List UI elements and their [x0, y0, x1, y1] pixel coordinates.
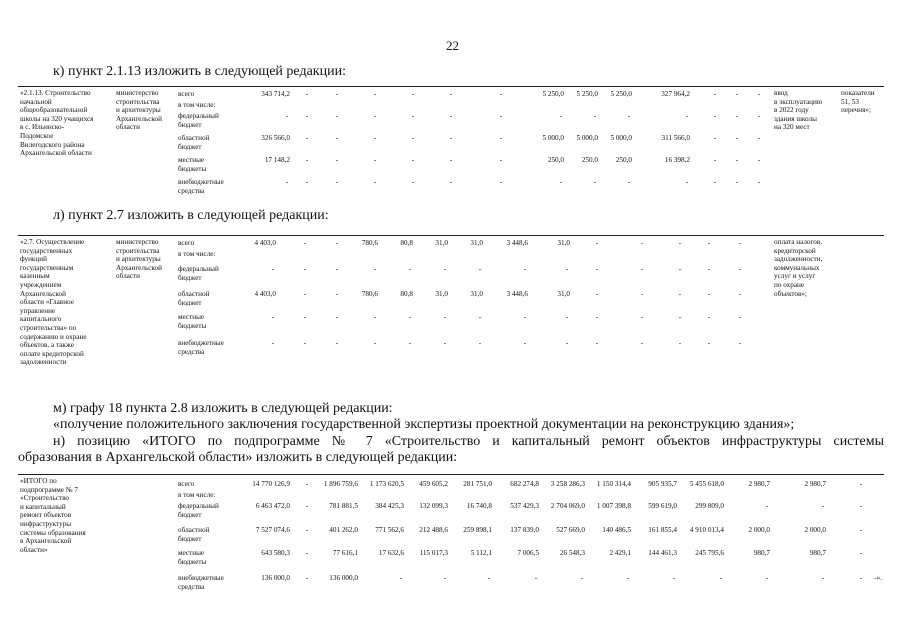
table3-value-cell: 2 980,7 — [804, 480, 826, 488]
table2-executor-cell: министерство строительства и архитектуры Архангельской области — [116, 238, 162, 281]
table1-value-cell: - — [627, 112, 631, 120]
table3-value-cell: - — [580, 574, 584, 582]
table3-value-cell: 26 548,3 — [559, 549, 585, 557]
table2-value-cell: - — [303, 265, 307, 273]
table3-value-cell: - — [765, 502, 769, 510]
table2-name-cell: «2.7. Осуществление государственных функций государственным казенным учреждением Архангельской области «Главное управление капитального строительства» по содержанию и охране объектов, а также оплате кредиторской задолженности — [20, 238, 87, 367]
table1-value-cell: - — [305, 134, 309, 142]
table3-value-cell: 1 173 620,5 — [369, 480, 404, 488]
table3-value-cell: 17 632,6 — [378, 549, 404, 557]
table2-value-cell: - — [707, 339, 711, 347]
table3-value-cell: 771 562,6 — [375, 526, 404, 534]
table2-value-cell: 31,0 — [557, 290, 570, 298]
table1-value-cell: - — [335, 90, 339, 98]
table2-value-cell: - — [565, 313, 569, 321]
table2-value-cell: - — [595, 239, 599, 247]
table3-value-cell: 144 461,3 — [648, 549, 677, 557]
table3-value-cell: - — [305, 526, 309, 534]
table1-value-cell: - — [499, 134, 503, 142]
table1-value-cell: - — [757, 156, 761, 164]
table1-value-cell: - — [499, 90, 503, 98]
table3-top-border — [18, 474, 884, 475]
table3-name-cell: «ИТОГО по подпрограмме № 7 «Строительство и капитальный ремонт объектов инфраструктуры системы образования в Архангельской области» — [20, 477, 86, 554]
table3-tail: -». — [874, 574, 882, 582]
table1-value-cell: 5 000,0 — [610, 134, 632, 142]
table1-value-cell: - — [449, 156, 453, 164]
table1-result-cell: ввод в эксплуатацию в 2022 году здания школы на 320 мест — [774, 89, 823, 132]
table2-value-cell: - — [408, 265, 412, 273]
table1-value-cell: - — [735, 112, 739, 120]
table2-value-cell: - — [443, 339, 447, 347]
table3-value-cell: 5 112,1 — [470, 549, 492, 557]
table2-value-cell: 3 448,6 — [506, 290, 528, 298]
table1-value-cell: - — [757, 90, 761, 98]
table3-value-cell: 259 898,1 — [463, 526, 492, 534]
table3-value-cell: - — [859, 549, 863, 557]
table3-value-cell: - — [305, 549, 309, 557]
table3-value-cell: 1 007 398,8 — [596, 502, 631, 510]
table2-value-cell: - — [478, 339, 482, 347]
table3-value-cell: 16 740,8 — [466, 502, 492, 510]
table2-value-cell: - — [303, 339, 307, 347]
section-m-quote: «получение положительного заключения государственной экспертизы проектной документации на реконструкцию здания»; — [53, 417, 795, 432]
table2-value-cell: - — [523, 313, 527, 321]
table1-value-cell: - — [735, 90, 739, 98]
table2-value-cell: 31,0 — [435, 239, 448, 247]
table3-value-cell: 384 425,3 — [375, 502, 404, 510]
table1-value-cell: - — [735, 134, 739, 142]
table1-value-cell: - — [593, 112, 597, 120]
table3-value-cell: - — [859, 574, 863, 582]
table1-value-cell: 5 250,0 — [542, 90, 564, 98]
table3-value-cell: 2 429,1 — [609, 549, 631, 557]
table1-frame — [18, 86, 884, 198]
table1-value-cell: - — [499, 178, 503, 186]
table1-value-cell: - — [735, 156, 739, 164]
table3-value-cell: 5 455 618,0 — [689, 480, 724, 488]
table2-row-label: в том числе: — [178, 250, 216, 258]
table3-value-cell: 980,7 — [809, 549, 826, 557]
table1-value-cell: - — [627, 178, 631, 186]
table3-value-cell: - — [672, 574, 676, 582]
table2-value-cell: - — [303, 290, 307, 298]
table3-value-cell: - — [765, 574, 769, 582]
table2-value-cell: - — [678, 290, 682, 298]
table2-value-cell: - — [738, 239, 742, 247]
table1-row-label: всего — [178, 90, 195, 98]
table2-value-cell: - — [738, 290, 742, 298]
table2-value-cell: - — [478, 265, 482, 273]
table2-value-cell: - — [707, 313, 711, 321]
table3-value-cell: 527 669,0 — [556, 526, 585, 534]
table1-value-cell: - — [411, 156, 415, 164]
table3-row-label: в том числе: — [178, 491, 216, 499]
table2-value-cell: 780,6 — [361, 290, 378, 298]
table3-value-cell: 781 881,5 — [329, 502, 358, 510]
table1-value-cell: - — [285, 112, 289, 120]
table3-value-cell: 599 619,0 — [648, 502, 677, 510]
table2-value-cell: 31,0 — [557, 239, 570, 247]
table2-value-cell: - — [271, 265, 275, 273]
table3-value-cell: 1 896 759,6 — [323, 480, 358, 488]
table1-value-cell: - — [559, 112, 563, 120]
table1-value-cell: - — [685, 112, 689, 120]
table2-value-cell: - — [523, 339, 527, 347]
table2-value-cell: - — [738, 265, 742, 273]
table1-value-cell: - — [559, 178, 563, 186]
table1-row-label: в том числе: — [178, 101, 216, 109]
table2-value-cell: - — [595, 265, 599, 273]
table3-value-cell: 137 839,0 — [510, 526, 539, 534]
table3-value-cell: - — [719, 574, 723, 582]
table2-value-cell: - — [678, 239, 682, 247]
table3-row-label: областной бюджет — [178, 526, 210, 543]
table3-value-cell: 980,7 — [753, 549, 770, 557]
table3-value-cell: - — [859, 480, 863, 488]
table3-value-cell: 2 000,0 — [748, 526, 770, 534]
table3-value-cell: 245 795,6 — [695, 549, 724, 557]
table1-value-cell: 250,0 — [615, 156, 632, 164]
table2-value-cell: - — [408, 339, 412, 347]
table1-value-cell: - — [411, 178, 415, 186]
table3-value-cell: - — [305, 574, 309, 582]
table3-value-cell: - — [534, 574, 538, 582]
table2-value-cell: - — [408, 313, 412, 321]
table1-value-cell: - — [305, 156, 309, 164]
table2-value-cell: - — [373, 265, 377, 273]
table2-value-cell: - — [595, 313, 599, 321]
table3-value-cell: 3 258 286,3 — [550, 480, 585, 488]
table2-frame — [18, 235, 884, 389]
table3-value-cell: - — [821, 574, 825, 582]
table1-value-cell: - — [335, 178, 339, 186]
table1-value-cell: - — [499, 156, 503, 164]
table3-value-cell: 537 429,3 — [510, 502, 539, 510]
table2-value-cell: - — [640, 265, 644, 273]
table3-value-cell: - — [821, 502, 825, 510]
table3-frame — [18, 474, 884, 594]
table1-value-cell: - — [757, 134, 761, 142]
section-k-heading: к) пункт 2.1.13 изложить в следующей редакции: — [53, 64, 346, 79]
table1-value-cell: - — [449, 178, 453, 186]
table1-value-cell: 327 964,2 — [661, 90, 690, 98]
table1-value-cell: - — [305, 90, 309, 98]
table1-value-cell: - — [713, 112, 717, 120]
table3-value-cell: 6 463 472,0 — [255, 502, 290, 510]
table1-row-label: местные бюджеты — [178, 156, 207, 173]
table2-value-cell: - — [271, 313, 275, 321]
table3-value-cell: 161 855,4 — [648, 526, 677, 534]
table2-row-label: всего — [178, 239, 195, 247]
table1-executor-cell: министерство строительства и архитектуры Архангельской области — [116, 89, 162, 132]
table3-value-cell: - — [399, 574, 403, 582]
table2-value-cell: - — [595, 290, 599, 298]
table3-value-cell: 459 605,2 — [419, 480, 448, 488]
table3-value-cell: 2 704 069,0 — [550, 502, 585, 510]
table2-value-cell: - — [443, 265, 447, 273]
table2-row-label: внебюджетные средства — [178, 339, 224, 356]
table2-value-cell: 80,8 — [400, 290, 413, 298]
table1-value-cell: 250,0 — [547, 156, 564, 164]
table2-value-cell: 4 403,0 — [254, 290, 276, 298]
table1-value-cell: - — [373, 112, 377, 120]
table3-value-cell: 299 809,0 — [695, 502, 724, 510]
section-l-heading: л) пункт 2.7 изложить в следующей редакции: — [53, 208, 329, 223]
table1-value-cell: - — [449, 134, 453, 142]
table3-value-cell: 401 262,0 — [329, 526, 358, 534]
table2-value-cell: 31,0 — [470, 239, 483, 247]
table1-value-cell: - — [685, 178, 689, 186]
table2-value-cell: - — [565, 265, 569, 273]
table1-links-cell: показатели 51, 53 перечня»; — [841, 89, 875, 115]
table2-value-cell: - — [271, 339, 275, 347]
table1-value-cell: - — [335, 134, 339, 142]
table2-value-cell: 4 403,0 — [254, 239, 276, 247]
table1-value-cell: - — [335, 112, 339, 120]
table3-value-cell: 77 616,1 — [332, 549, 358, 557]
table1-value-cell: - — [593, 178, 597, 186]
table1-value-cell: - — [735, 178, 739, 186]
table1-value-cell: - — [305, 112, 309, 120]
table1-row-label: областной бюджет — [178, 134, 210, 151]
table3-value-cell: - — [859, 502, 863, 510]
table2-value-cell: - — [640, 339, 644, 347]
table3-value-cell: 7 006,5 — [517, 549, 539, 557]
table1-top-border — [18, 86, 884, 87]
table3-value-cell: - — [859, 526, 863, 534]
section-m-heading: м) графу 18 пункта 2.8 изложить в следующей редакции: — [53, 401, 393, 416]
table3-value-cell: - — [626, 574, 630, 582]
table2-value-cell: - — [678, 265, 682, 273]
table3-value-cell: - — [305, 502, 309, 510]
table3-value-cell: 281 751,0 — [463, 480, 492, 488]
table2-value-cell: 31,0 — [470, 290, 483, 298]
table1-value-cell: 17 148,2 — [264, 156, 290, 164]
table3-value-cell: - — [305, 480, 309, 488]
table1-value-cell: - — [373, 134, 377, 142]
table3-row-label: внебюджетные средства — [178, 574, 224, 591]
table1-value-cell: 326 566,0 — [261, 134, 290, 142]
table2-value-cell: - — [707, 265, 711, 273]
table2-value-cell: 31,0 — [435, 290, 448, 298]
table2-value-cell: - — [335, 239, 339, 247]
table2-value-cell: - — [335, 290, 339, 298]
table1-value-cell: 5 250,0 — [576, 90, 598, 98]
table2-value-cell: - — [303, 313, 307, 321]
table3-value-cell: 682 274,8 — [510, 480, 539, 488]
table2-value-cell: - — [303, 239, 307, 247]
table1-row-label: федеральный бюджет — [178, 112, 219, 129]
table2-row-label: областной бюджет — [178, 290, 210, 307]
page-number: 22 — [446, 38, 459, 53]
table3-value-cell: 2 980,7 — [748, 480, 770, 488]
table2-value-cell: 3 448,6 — [506, 239, 528, 247]
table2-value-cell: - — [523, 265, 527, 273]
table1-value-cell: 5 000,0 — [576, 134, 598, 142]
table1-value-cell: - — [757, 112, 761, 120]
table1-value-cell: 5 000,0 — [542, 134, 564, 142]
table2-value-cell: - — [373, 313, 377, 321]
table1-row-label: внебюджетные средства — [178, 178, 224, 195]
table3-value-cell: 132 099,3 — [419, 502, 448, 510]
table2-value-cell: - — [640, 239, 644, 247]
table3-value-cell: 136 000,0 — [329, 574, 358, 582]
table1-value-cell: - — [757, 178, 761, 186]
table1-value-cell: - — [373, 178, 377, 186]
table2-value-cell: - — [595, 339, 599, 347]
table2-value-cell: - — [443, 313, 447, 321]
table3-value-cell: 4 910 013,4 — [689, 526, 724, 534]
table3-value-cell: - — [487, 574, 491, 582]
table3-value-cell: 140 486,5 — [602, 526, 631, 534]
table1-value-cell: 16 398,2 — [664, 156, 690, 164]
table1-value-cell: - — [305, 178, 309, 186]
table1-value-cell: 250,0 — [581, 156, 598, 164]
table3-value-cell: 136 000,0 — [261, 574, 290, 582]
table2-value-cell: - — [478, 313, 482, 321]
table1-value-cell: - — [285, 178, 289, 186]
table2-value-cell: - — [335, 265, 339, 273]
section-n-line1: н) позицию «ИТОГО по подпрограмме № 7 «Строительство и капитальный ремонт объектов инфраструктуры системы — [53, 434, 884, 449]
table2-row-label: местные бюджеты — [178, 313, 207, 330]
table1-value-cell: - — [713, 90, 717, 98]
table2-row-label: федеральный бюджет — [178, 265, 219, 282]
table3-value-cell: 905 935,7 — [648, 480, 677, 488]
table2-value-cell: - — [707, 239, 711, 247]
table2-value-cell: - — [738, 339, 742, 347]
table3-value-cell: 2 000,0 — [804, 526, 826, 534]
table1-value-cell: - — [499, 112, 503, 120]
table3-value-cell: 643 580,3 — [261, 549, 290, 557]
table1-value-cell: - — [335, 156, 339, 164]
table2-value-cell: 780,6 — [361, 239, 378, 247]
table2-value-cell: - — [640, 290, 644, 298]
table1-value-cell: - — [713, 134, 717, 142]
table2-value-cell: - — [565, 339, 569, 347]
table2-value-cell: - — [678, 313, 682, 321]
table3-row-label: федеральный бюджет — [178, 502, 219, 519]
table2-value-cell: - — [335, 313, 339, 321]
table1-value-cell: - — [411, 90, 415, 98]
table1-value-cell: - — [373, 90, 377, 98]
table1-value-cell: - — [449, 112, 453, 120]
table2-value-cell: - — [640, 313, 644, 321]
table2-value-cell: - — [373, 339, 377, 347]
table1-value-cell: - — [411, 112, 415, 120]
table1-value-cell: 343 714,2 — [261, 90, 290, 98]
table3-value-cell: - — [443, 574, 447, 582]
table2-result-cell: оплата налогов, кредиторской задолженности, коммунальных услуг и услуг по охране объектов»; — [774, 238, 823, 298]
table1-value-cell: - — [713, 178, 717, 186]
table2-top-border — [18, 235, 884, 236]
table2-value-cell: - — [335, 339, 339, 347]
table1-value-cell: 311 566,0 — [661, 134, 690, 142]
table3-value-cell: 7 527 074,6 — [255, 526, 290, 534]
table1-value-cell: 5 250,0 — [610, 90, 632, 98]
table1-name-cell: «2.1.13. Строительство начальной общеобразовательной школы на 320 учащихся в с. Ильинско- Подомское Вилегодского района Архангельской области — [20, 89, 94, 158]
table3-row-label: местные бюджеты — [178, 549, 207, 566]
table1-value-cell: - — [411, 134, 415, 142]
table1-value-cell: - — [449, 90, 453, 98]
table2-value-cell: - — [678, 339, 682, 347]
table3-value-cell: 14 770 126,9 — [252, 480, 290, 488]
table3-row-label: всего — [178, 480, 195, 488]
table2-value-cell: - — [707, 290, 711, 298]
table2-value-cell: 80,8 — [400, 239, 413, 247]
table3-value-cell: 1 150 314,4 — [596, 480, 631, 488]
table3-value-cell: 212 488,6 — [419, 526, 448, 534]
table1-value-cell: - — [713, 156, 717, 164]
table1-value-cell: - — [373, 156, 377, 164]
section-n-line2: образования в Архангельской области» изложить в следующей редакции: — [18, 450, 458, 465]
table2-value-cell: - — [738, 313, 742, 321]
table3-value-cell: 115 017,3 — [419, 549, 448, 557]
